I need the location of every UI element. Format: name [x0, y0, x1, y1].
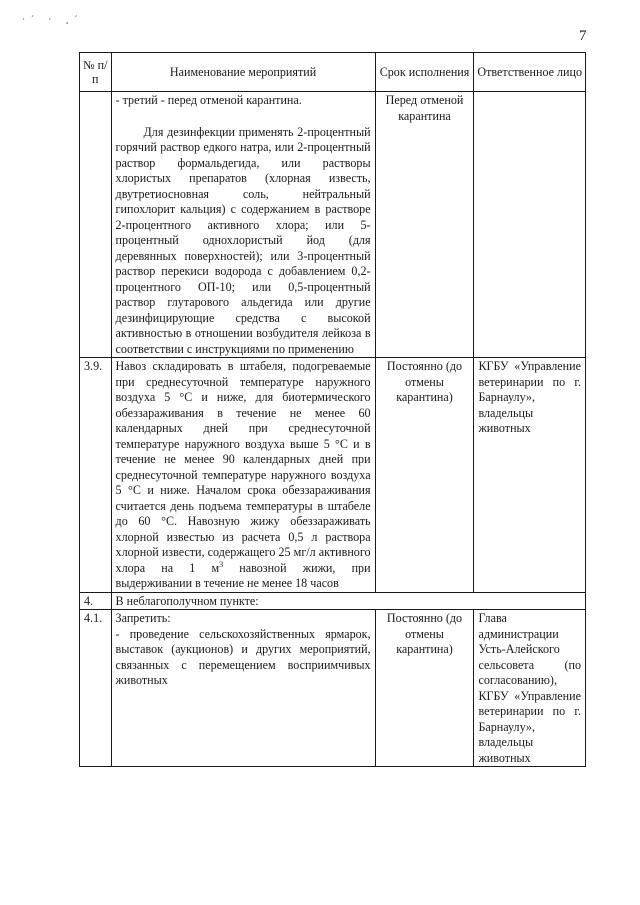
- table-row: [80, 592, 586, 610]
- description-text: Навоз складировать в штабеля, подогреваемые при среднесуточной температуре наружного воздуха 5 °С и ниже, для биотермического обеззараживания в течение не менее 60 календарных дней при среднесуточной температуре наружного воздуха выше 5 °С и в течение не менее 90 календарных дней при среднесуточной температуре наружного воздуха 5 °С и ниже. Началом срока обеззараживания считается день подъема температуры в штабеле до 60 °С. Навозную жижу обеззараживать хлорной известью из расчета 0,5 л раствора хлорной извести, содержащего 25 мг/л активного хлора на 1 м: [115, 359, 371, 575]
- description-line: - третий - перед отменой карантина.: [115, 93, 302, 107]
- table-row: [80, 92, 586, 358]
- row-responsible: Глава администрации Усть-Алейского сельсовета (по согласованию), КГБУ «Управление ветеринарии по г. Барнаулу», владельцы животных: [474, 610, 586, 767]
- table-row: [80, 358, 586, 593]
- header-name: Наименование мероприятий: [111, 53, 375, 92]
- description-line: Запретить:: [115, 611, 171, 625]
- description-paragraph: - проведение сельскохозяйственных ярмарок, выставок (аукционов) и других мероприятий, связанных с перемещением восприимчивых животных: [115, 626, 371, 687]
- table-header-row: [80, 53, 586, 92]
- row-responsible: [474, 92, 586, 358]
- row-responsible: КГБУ «Управление ветеринарии по г. Барнаулу», владельцы животных: [474, 358, 586, 593]
- row-description: [111, 92, 375, 358]
- superscript-3: 3: [219, 559, 224, 569]
- row-num: 3.9.: [80, 358, 112, 593]
- row-num: 4.: [80, 592, 112, 610]
- page-number: 7: [579, 28, 587, 44]
- table-row: [80, 610, 586, 767]
- header-deadline: Срок исполнения: [375, 53, 474, 92]
- row-deadline: Постоянно (до отмены карантина): [375, 358, 474, 593]
- row-deadline: Постоянно (до отмены карантина): [375, 610, 474, 767]
- row-deadline: Перед отменой карантина: [375, 92, 474, 358]
- description-paragraph: Для дезинфекции применять 2-процентный горячий раствор едкого натра, или 2-процентный раствор формальдегида, или растворы хлористых препаратов (хлорная известь, двутретиосновная соль, нейтральный гипохлорит кальция) с содержанием в растворе 2-процентного активного хлора; или 5-процентный однохлористый йод (для деревянных поверхностей); или 3-процентный раствор перекиси водорода с добавлением 0,2-процентного ОП-10; или 0,5-процентный раствор глутарового альдегида или другие дезинфицирующие средства с высокой активностью в отношении возбудителя лейкоза в соответствии с инструкциями по применению: [115, 124, 371, 356]
- measures-table: [79, 52, 586, 767]
- section-title: В неблагополучном пункте:: [111, 592, 585, 610]
- row-num: 4.1.: [80, 610, 112, 767]
- description-text-end: навозной жижи, при выдерживании в течение не менее 18 часов: [115, 560, 371, 590]
- header-num: № п/п: [80, 53, 112, 92]
- header-responsible: Ответственное лицо: [474, 53, 586, 92]
- row-description: [111, 610, 375, 767]
- row-description: [111, 358, 375, 593]
- scan-marks: ·´ · ¸´: [22, 14, 84, 24]
- row-num: [80, 92, 112, 358]
